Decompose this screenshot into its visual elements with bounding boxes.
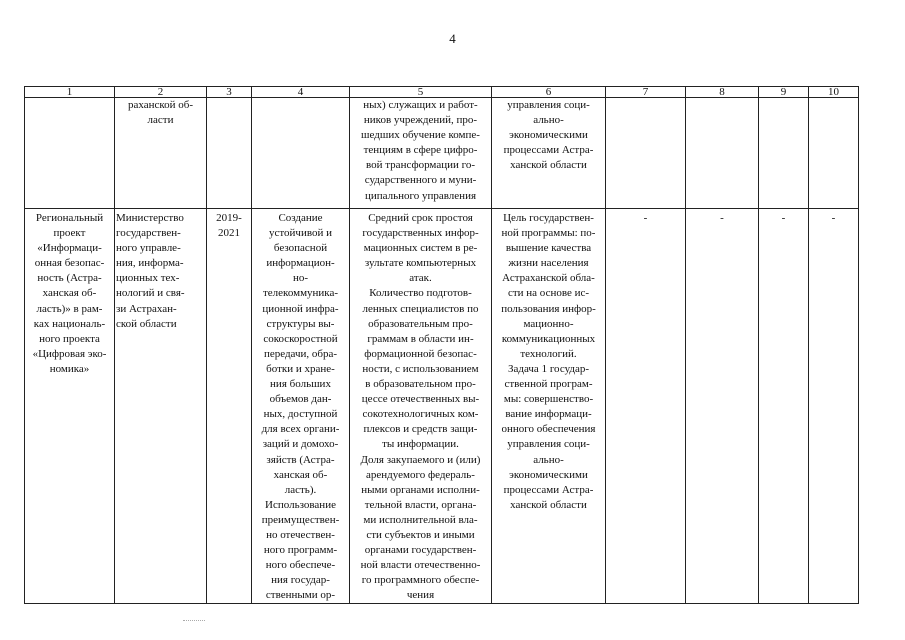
cell-line: вание информаци-: [505, 408, 592, 421]
header-cell: 5: [350, 87, 492, 98]
cell-line: онного обеспечения: [501, 423, 596, 436]
cell-line: ных) служащих и работ-: [363, 99, 478, 111]
cell-line: мационно-: [523, 317, 574, 330]
cell-line: пользования инфор-: [501, 302, 596, 315]
cell-line: структуры вы-: [266, 317, 335, 330]
header-cell: 8: [686, 87, 759, 98]
cell-line: государственных инфор-: [362, 227, 479, 240]
cell-line: ного управле-: [116, 242, 181, 255]
cell-line: Использование: [265, 498, 336, 511]
cell-line: «Цифровая эко-: [32, 347, 107, 360]
cell-line: ханская об-: [273, 468, 328, 481]
cell-line: технологий.: [520, 347, 577, 360]
program-table: [24, 86, 859, 604]
cell-line: нологий и свя-: [116, 287, 185, 300]
table-cell: [686, 98, 759, 209]
cell-line: 2021: [218, 227, 240, 240]
cell-line: мы: совершенство-: [503, 393, 594, 406]
header-cell: 6: [492, 87, 606, 98]
cell-line: в образовательном про-: [365, 378, 476, 391]
cell-line: преимуществен-: [261, 513, 340, 526]
cell-line: ально-: [533, 453, 564, 466]
header-row: [25, 87, 859, 98]
cell-line: ласть)» в рам-: [36, 302, 103, 315]
cell-line: информацион-: [266, 257, 335, 270]
cell-line: ния больших: [270, 378, 331, 391]
cell-line: цессе отечественных вы-: [361, 393, 480, 406]
table-cell: [492, 98, 606, 209]
cell-line: ния, информа-: [116, 257, 184, 270]
cell-line: ально-: [533, 114, 564, 127]
cell-line: «Информаци-: [37, 242, 102, 255]
cell-line: ными органами исполни-: [361, 483, 480, 496]
cell-line: ния государ-: [271, 574, 330, 587]
cell-line: процессами Астра-: [503, 483, 594, 496]
page-number: 4: [449, 31, 456, 46]
cell-line: чения: [406, 589, 435, 602]
cell-line: ской области: [116, 317, 177, 330]
header-cell: 7: [606, 87, 686, 98]
cell-line: ласти: [147, 114, 174, 127]
cell-line: но отечествен-: [266, 528, 335, 541]
cell-line: государствен-: [116, 227, 181, 240]
table-cell: [492, 209, 606, 604]
cell-line: вышение качества: [505, 242, 592, 255]
table-cell: [350, 209, 492, 604]
cell-line: экономическими: [509, 129, 588, 142]
cell-line: ласть).: [284, 483, 317, 496]
cell-line: устойчивой и: [269, 227, 332, 240]
table-cell: -: [809, 209, 859, 604]
cell-line: зультате компьютерных: [364, 257, 477, 270]
cell-line: ников учреждений, про-: [363, 114, 478, 127]
table-cell: -: [759, 209, 809, 604]
cell-line: Цель государствен-: [503, 212, 594, 224]
table-cell: [252, 98, 350, 209]
cell-line: ственной програм-: [504, 378, 593, 391]
table-cell: [759, 98, 809, 209]
header-cell: 10: [809, 87, 859, 98]
cell-line: ного обеспече-: [265, 559, 336, 572]
cell-line: жизни населения: [508, 257, 589, 270]
table-cell: -: [606, 209, 686, 604]
table-cell: [350, 98, 492, 209]
cell-line: ного программ-: [263, 544, 338, 557]
table-cell: [25, 98, 115, 209]
cell-line: заций и домохо-: [262, 438, 339, 451]
cell-line: Средний срок простоя: [368, 212, 473, 224]
cell-line: онная безопас-: [34, 257, 105, 270]
cell-line: сударственного и муни-: [364, 174, 477, 187]
cell-line: ципального управления: [364, 189, 477, 202]
cell-line: управления соци-: [507, 438, 590, 451]
cell-line: экономическими: [509, 468, 588, 481]
cell-line: вой трансформации го-: [365, 159, 476, 172]
cell-line: шедших обучение компе-: [361, 129, 480, 142]
header-cell: 9: [759, 87, 809, 98]
cell-line: тенциям в сфере цифро-: [363, 144, 478, 157]
cell-line: для всех органи-: [261, 423, 340, 436]
header-cell: 1: [25, 87, 115, 98]
cell-line: Региональный: [35, 212, 104, 224]
cell-line: граммам в области ин-: [367, 332, 474, 345]
cell-line: ной власти отечественно-: [360, 559, 481, 572]
cell-line: зи Астрахан-: [116, 302, 177, 315]
cell-line: но-: [292, 272, 309, 285]
cell-line: сти субъектов и иными: [366, 528, 475, 541]
cell-line: телекоммуника-: [262, 287, 339, 300]
cell-line: сокоскоростной: [263, 332, 338, 345]
cell-line: объемов дан-: [269, 393, 332, 406]
cell-line: Министерство: [116, 212, 184, 224]
table-cell: [207, 209, 252, 604]
table-row-project: [25, 209, 859, 604]
cell-line: тельной власти, органа-: [364, 498, 477, 511]
cell-line: ности, с использованием: [362, 362, 479, 375]
cell-line: передачи, обра-: [263, 347, 338, 360]
cell-line: сти на основе ис-: [507, 287, 590, 300]
cell-line: ми исполнительной вла-: [363, 513, 478, 526]
table-cell: [809, 98, 859, 209]
cell-line: органами государствен-: [364, 544, 477, 557]
cell-line: ханской области: [510, 159, 587, 172]
cell-line: Астраханской обла-: [502, 272, 595, 285]
cell-line: ционной инфра-: [262, 302, 339, 315]
cell-line: 2019-: [216, 212, 242, 224]
cell-line: управления соци-: [507, 99, 590, 111]
cell-line: ственными ор-: [265, 589, 336, 602]
table-cell: [606, 98, 686, 209]
header-cell: 4: [252, 87, 350, 98]
scan-artifact-mark: [183, 620, 205, 621]
cell-line: атак.: [409, 272, 432, 285]
table-cell: [115, 98, 207, 209]
cell-line: проект: [53, 227, 86, 240]
header-cell: 3: [207, 87, 252, 98]
cell-line: раханской об-: [127, 99, 194, 111]
table-row-continuation: [25, 98, 859, 209]
table-cell: [207, 98, 252, 209]
cell-line: Создание: [278, 212, 323, 224]
cell-line: ционных тех-: [116, 272, 180, 285]
table-cell: [252, 209, 350, 604]
cell-line: арендуемого федераль-: [366, 468, 475, 481]
cell-line: ботки и хране-: [266, 362, 335, 375]
cell-line: зяйств (Астра-: [266, 453, 335, 466]
cell-line: мационных систем в ре-: [363, 242, 478, 255]
cell-line: Количество подготов-: [369, 287, 472, 300]
cell-line: го программного обеспе-: [361, 574, 480, 587]
table-cell: [25, 209, 115, 604]
cell-line: образовательным про-: [368, 317, 473, 330]
table-cell: -: [686, 209, 759, 604]
cell-line: коммуникационных: [501, 332, 596, 345]
cell-line: ты информации.: [382, 438, 459, 451]
cell-line: ность (Астра-: [37, 272, 102, 285]
header-cell: 2: [115, 87, 207, 98]
cell-line: процессами Астра-: [503, 144, 594, 157]
cell-line: сокотехнологичных ком-: [362, 408, 479, 421]
cell-line: ленных специалистов по: [362, 302, 479, 315]
cell-line: ханской области: [510, 498, 587, 511]
cell-line: ханская об-: [42, 287, 97, 300]
cell-line: номика»: [49, 362, 90, 375]
cell-line: плексов и средств защи-: [363, 423, 478, 436]
cell-line: ных, доступной: [263, 408, 338, 421]
cell-line: безопасной: [273, 242, 328, 255]
cell-line: ной программы: по-: [501, 227, 596, 240]
cell-line: Задача 1 государ-: [507, 362, 590, 375]
cell-line: ках националь-: [33, 317, 106, 330]
cell-line: формационной безопас-: [364, 347, 477, 360]
cell-line: ного проекта: [39, 332, 100, 345]
cell-line: Доля закупаемого и (или): [360, 453, 481, 466]
table-cell: [115, 209, 207, 604]
